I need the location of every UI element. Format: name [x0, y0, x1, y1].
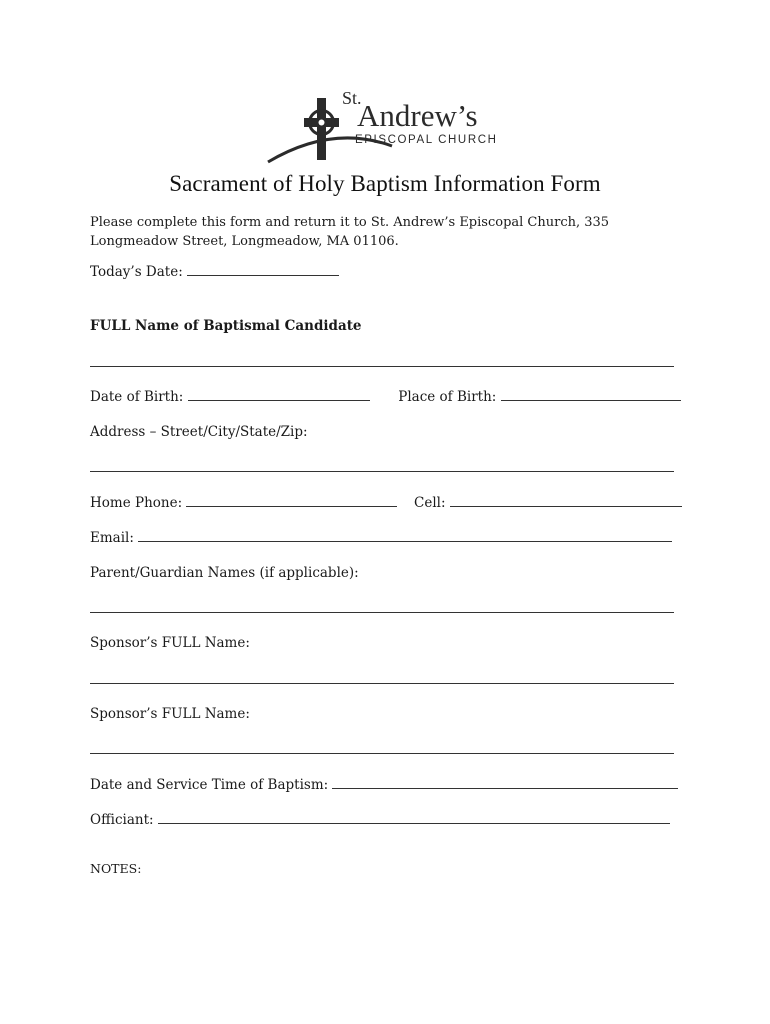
home-phone-label: Home Phone:	[90, 495, 183, 511]
address-label: Address – Street/City/State/Zip:	[90, 424, 308, 440]
full-name-field[interactable]	[90, 366, 674, 367]
date-of-birth-label: Date of Birth:	[90, 389, 184, 405]
todays-date-field[interactable]	[187, 262, 339, 276]
birth-row	[90, 387, 680, 406]
notes-label: NOTES:	[90, 861, 142, 876]
todays-date-label: Today’s Date:	[90, 264, 183, 280]
officiant-label: Officiant:	[90, 812, 154, 828]
church-logo	[262, 84, 508, 166]
parent-guardian-label: Parent/Guardian Names (if applicable):	[90, 565, 359, 581]
logo-subtitle: EPISCOPAL CHURCH	[355, 134, 498, 146]
email-label: Email:	[90, 530, 134, 546]
date-of-birth-field[interactable]	[188, 387, 370, 401]
intro-text: Please complete this form and return it to St. Andrew’s Episcopal Church, 335 Longmeadow Street, Longmeadow, MA 01106.	[90, 215, 610, 249]
service-time-row	[90, 775, 680, 794]
home-phone-field[interactable]	[186, 493, 397, 507]
full-name-label: FULL Name of Baptismal Candidate	[90, 318, 362, 334]
service-time-field[interactable]	[332, 775, 678, 789]
cell-label: Cell:	[414, 495, 446, 511]
service-time-label: Date and Service Time of Baptism:	[90, 777, 329, 793]
email-row	[90, 528, 680, 547]
officiant-field[interactable]	[158, 810, 670, 824]
sponsor-1-label: Sponsor’s FULL Name:	[90, 635, 250, 651]
logo-prefix: St.	[342, 88, 362, 108]
todays-date-row	[90, 262, 680, 281]
form-title: Sacrament of Holy Baptism Information Form	[169, 171, 601, 196]
email-field[interactable]	[138, 528, 672, 542]
logo-name: Andrew’s	[357, 98, 478, 133]
place-of-birth-label: Place of Birth:	[398, 389, 497, 405]
sponsor-2-field[interactable]	[90, 753, 674, 754]
officiant-row	[90, 810, 680, 829]
cell-field[interactable]	[450, 493, 682, 507]
sponsor-1-field[interactable]	[90, 683, 674, 684]
celtic-cross-icon	[304, 98, 339, 160]
parent-guardian-field[interactable]	[90, 612, 674, 613]
phone-row	[90, 493, 680, 512]
address-field[interactable]	[90, 471, 674, 472]
place-of-birth-field[interactable]	[501, 387, 681, 401]
sponsor-2-label: Sponsor’s FULL Name:	[90, 706, 250, 722]
